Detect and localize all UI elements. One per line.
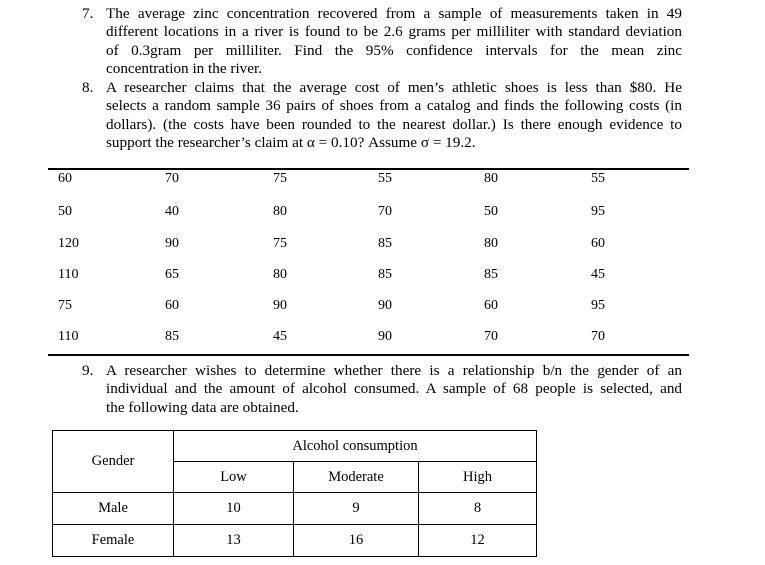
table-cell: 85 — [484, 267, 498, 282]
table-cell: 110 — [58, 267, 79, 282]
table-cell: 60 — [591, 236, 605, 251]
question-text-line: A researcher claims that the average cost of men’s athletic shoes is less than $80. He — [106, 79, 682, 96]
table-cell: 9 — [294, 493, 419, 525]
table-cell: 50 — [58, 204, 72, 219]
table-cell: 60 — [484, 298, 498, 313]
row-label: Female — [53, 525, 174, 557]
table-cell: 16 — [294, 525, 419, 557]
table-cell: 75 — [273, 171, 287, 186]
table-cell: 90 — [378, 329, 392, 344]
table-cell: 85 — [378, 267, 392, 282]
gender-header: Gender — [53, 431, 174, 493]
table-cell: 90 — [378, 298, 392, 313]
table-bottom-rule — [48, 354, 689, 356]
table-cell: 95 — [591, 298, 605, 313]
table-cell: 70 — [484, 329, 498, 344]
table-cell: 110 — [58, 329, 79, 344]
table-cell: 55 — [378, 171, 392, 186]
question-text-line: individual and the amount of alcohol consumed. A sample of 68 people is selected, and — [106, 380, 682, 398]
group-header: Alcohol consumption — [174, 431, 537, 462]
table-cell: 60 — [58, 171, 72, 186]
table-cell: 70 — [378, 204, 392, 219]
table-cell: 10 — [174, 493, 294, 525]
table-cell: 75 — [58, 298, 72, 313]
table-cell: 60 — [165, 298, 179, 313]
table-cell: 40 — [165, 204, 179, 219]
column-header: Low — [174, 462, 294, 493]
question-text-line: different locations in a river is found to be 2.6 grams per milliliter with standard deviation — [106, 23, 682, 41]
table-cell: 85 — [378, 236, 392, 251]
question-text-line: support the researcher’s claim at α = 0.10? Assume σ = 19.2. — [106, 134, 476, 152]
table-cell: 13 — [174, 525, 294, 557]
table-cell: 70 — [591, 329, 605, 344]
column-header: Moderate — [294, 462, 419, 493]
table-cell: 90 — [165, 236, 179, 251]
table-cell: 95 — [591, 204, 605, 219]
table-cell: 70 — [165, 171, 179, 186]
question-number: 8. — [82, 79, 94, 96]
table-cell: 120 — [58, 236, 79, 251]
question-text-line: A researcher wishes to determine whether there is a relationship b/n the gender of an — [106, 362, 682, 379]
table-cell: 80 — [273, 267, 287, 282]
table-cell: 8 — [419, 493, 537, 525]
question-text-line: dollars). (the costs have been rounded to the nearest dollar.) Is there enough evidence to — [106, 115, 682, 133]
table-cell: 75 — [273, 236, 287, 251]
question-text-line: the following data are obtained. — [106, 398, 299, 416]
question-number: 9. — [82, 362, 94, 379]
table-cell: 12 — [419, 525, 537, 557]
table-cell: 45 — [591, 267, 605, 282]
question-7 — [82, 5, 682, 79]
column-header: High — [419, 462, 537, 493]
question-8 — [82, 79, 682, 153]
row-label: Male — [53, 493, 174, 525]
question-text-line: The average zinc concentration recovered from a sample of measurements taken in 49 — [106, 5, 682, 22]
table-cell: 90 — [273, 298, 287, 313]
table-cell: 80 — [484, 171, 498, 186]
table-cell: 50 — [484, 204, 498, 219]
question-9 — [82, 362, 682, 417]
table-cell: 85 — [165, 329, 179, 344]
question-text-line: selects a random sample 36 pairs of shoes from a catalog and finds the following costs (in — [106, 97, 682, 115]
table-cell: 80 — [484, 236, 498, 251]
question-number: 7. — [82, 5, 94, 22]
table-cell: 45 — [273, 329, 287, 344]
table-cell: 65 — [165, 267, 179, 282]
question-text-line: of 0.3gram per milliliter. Find the 95% confidence intervals for the mean zinc — [106, 41, 682, 59]
question-text-line: concentration in the river. — [106, 60, 263, 78]
table-cell: 55 — [591, 171, 605, 186]
table-top-rule — [48, 168, 689, 170]
table-cell: 80 — [273, 204, 287, 219]
alcohol-consumption-table — [52, 430, 537, 557]
